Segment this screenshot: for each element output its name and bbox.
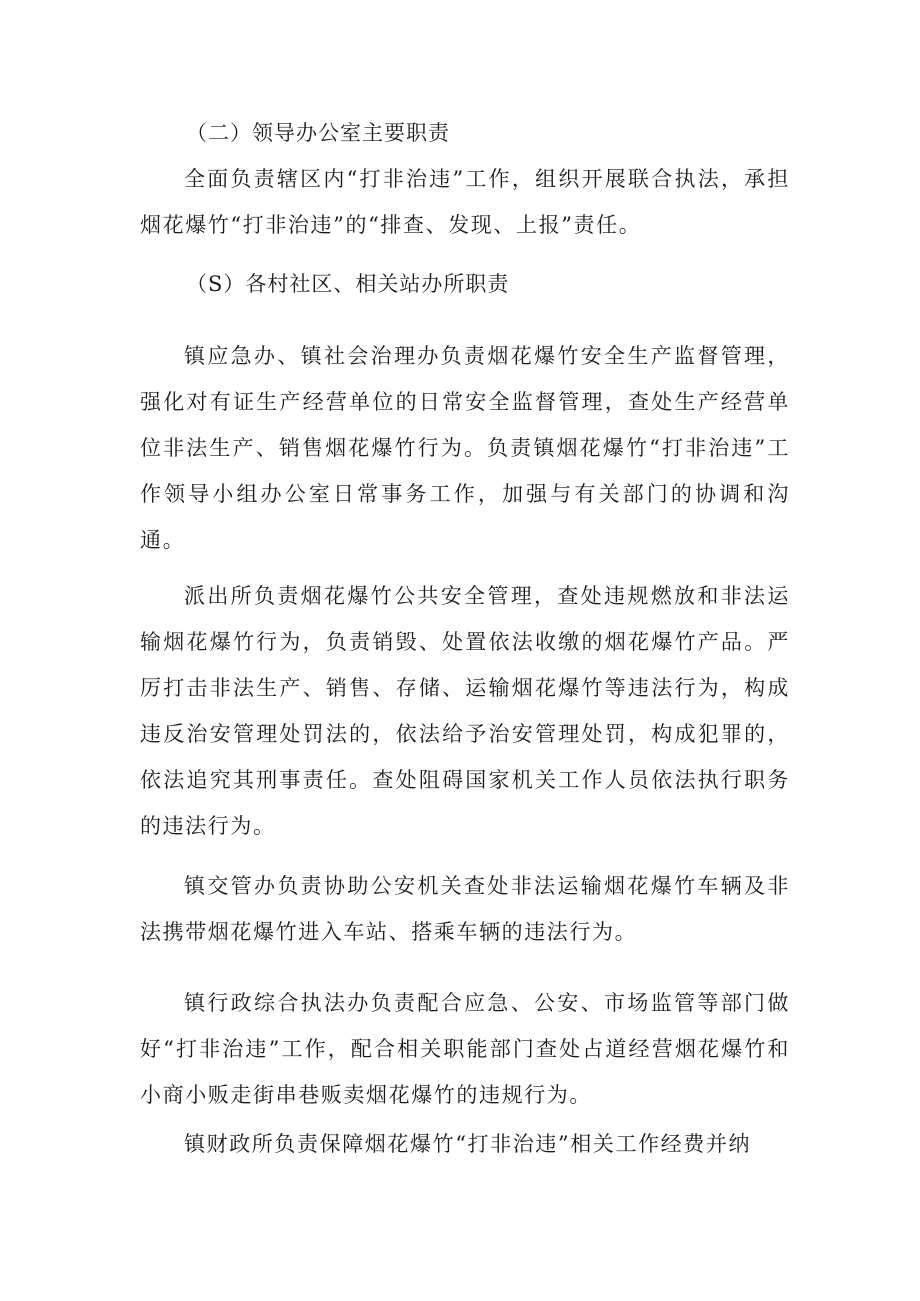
paragraph-finance-office-duties: 镇财政所负责保障烟花爆竹“打非治违”相关工作经费并纳	[184, 1132, 752, 1156]
paragraph-traffic-office-duties: 镇交管办负责协助公安机关查处非法运输烟花爆竹车辆及非法携带烟花爆竹进入车站、搭乘车辆的违法行为。	[140, 874, 790, 944]
paragraph-leadership-office-duties: 全面负责辖区内“打非治违”工作，组织开展联合执法，承担烟花爆竹“打非治违”的“排查、发现、上报”责任。	[140, 167, 790, 237]
paragraph-emergency-office-duties: 镇应急办、镇社会治理办负责烟花爆竹安全生产监督管理，强化对有证生产经营单位的日常安全监督管理，查处生产经营单位非法生产、销售烟花爆竹行为。负责镇烟花爆竹“打非治违”工作领导小组办公室日常事务工作，加强与有关部门的协调和沟通。	[140, 344, 790, 552]
section-heading-villages-communities: （S）各村社区、相关站办所职责	[186, 272, 510, 296]
section-heading-leadership-office: （二）领导办公室主要职责	[186, 121, 450, 145]
paragraph-law-enforcement-office-duties: 镇行政综合执法办负责配合应急、公安、市场监管等部门做好“打非治违”工作，配合相关职能部门查处占道经营烟花爆竹和小商小贩走街串巷贩卖烟花爆竹的违规行为。	[140, 991, 790, 1107]
paragraph-police-station-duties: 派出所负责烟花爆竹公共安全管理，查处违规燃放和非法运输烟花爆竹行为，负责销毁、处置依法收缴的烟花爆竹产品。严厉打击非法生产、销售、存储、运输烟花爆竹等违法行为，构成违反治安管理处罚法的，依法给予治安管理处罚，构成犯罪的，依法追究其刑事责任。查处阻碍国家机关工作人员依法执行职务的违法行为。	[140, 584, 790, 838]
